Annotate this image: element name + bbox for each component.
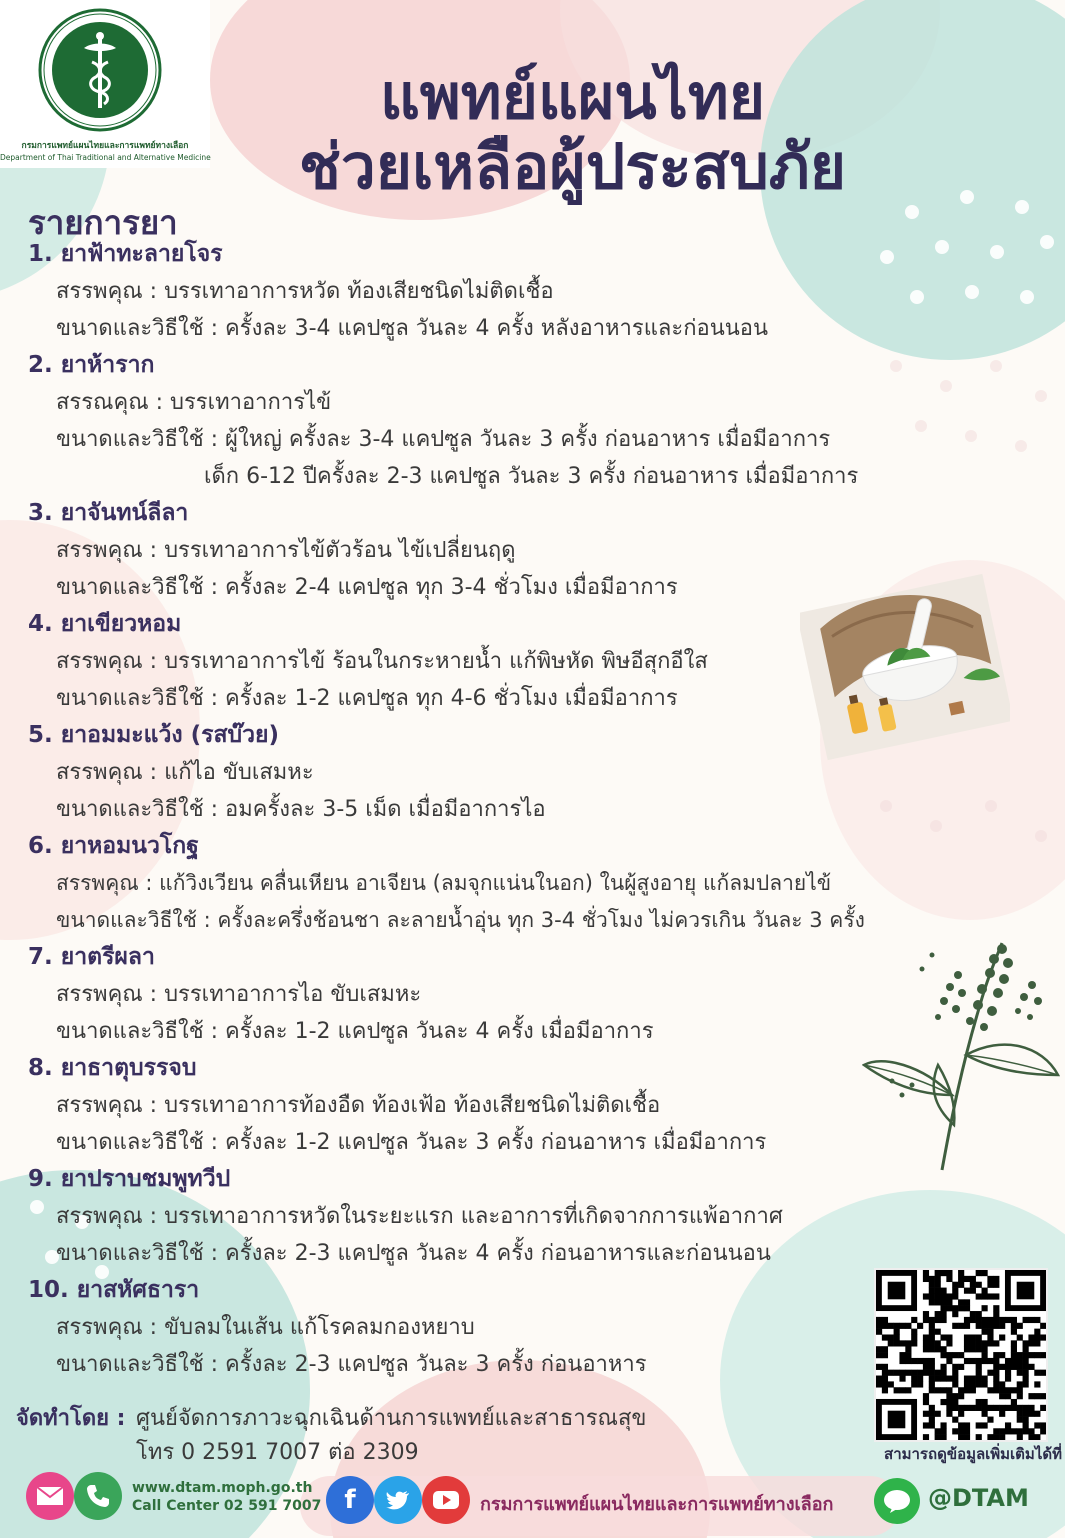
qr-code-pattern: [876, 1270, 1046, 1440]
drug-item: [28, 495, 988, 606]
drug-dosage: ขนาดและวิธีใช้ : ครั้งละ 2-3 แคปซูล วันละ 3 ครั้ง ก่อนอาหาร: [56, 1352, 647, 1377]
drug-dosage: ขนาดและวิธีใช้ : ครั้งละครึ่งช้อนชา ละลายน้ำอุ่น ทุก 3-4 ชั่วโมง ไม่ควรเกิน วันละ 3 ครั้ง: [56, 908, 865, 932]
bg-dot-pink: [990, 360, 1002, 372]
drug-dosage-child: เด็ก 6-12 ปีครั้งละ 2-3 แคปซูล วันละ 3 ครั้ง ก่อนอาหาร เมื่อมีอาการ: [204, 464, 859, 489]
drug-properties: สรรพคุณ : แก้วิงเวียน คลื่นเหียน อาเจียน (ลมจุกแน่นในอก) ในผู้สูงอายุ แก้ลมปลายไข้: [56, 871, 832, 895]
logo-org-name-en: Department of Thai Traditional and Alternative Medicine: [0, 153, 211, 162]
drug-item: [28, 1272, 988, 1383]
drug-name: 4. ยาเขียวหอม: [28, 611, 182, 637]
qr-code[interactable]: [874, 1268, 1048, 1442]
drug-properties: สรรพคุณ : บรรเทาอาการไข้ตัวร้อน ไข้เปลี่ยนฤดู: [56, 538, 516, 563]
bg-dot: [1040, 235, 1054, 249]
drug-properties: สรรพคุณ : บรรเทาอาการท้องอืด ท้องเฟ้อ ท้องเสียชนิดไม่ติดเชื้อ: [56, 1093, 661, 1118]
drug-dosage: ขนาดและวิธีใช้ : ครั้งละ 1-2 แคปซูล วันละ 3 ครั้ง ก่อนอาหาร เมื่อมีอาการ: [56, 1130, 767, 1155]
footer-line-id[interactable]: @DTAM: [928, 1484, 1029, 1512]
bg-dot-pink: [1035, 830, 1047, 842]
drug-name: 7. ยาตรีผลา: [28, 944, 155, 970]
phone-icon[interactable]: [74, 1472, 122, 1520]
drug-dosage: ขนาดและวิธีใช้ : ครั้งละ 2-4 แคปซูล ทุก 3-4 ชั่วโมง เมื่อมีอาการ: [56, 575, 678, 600]
qr-caption: สามารถดูข้อมูลเพิ่มเติมได้ที่: [884, 1445, 1062, 1463]
drug-properties: สรรพคุณ : บรรเทาอาการหวัดในระยะแรก และอาการที่เกิดจากการแพ้อากาศ: [56, 1204, 783, 1229]
drug-item: [28, 606, 988, 717]
drug-properties: สรรพคุณ : บรรเทาอาการหวัด ท้องเสียชนิดไม่ติดเชื้อ: [56, 279, 554, 304]
drug-dosage: ขนาดและวิธีใช้ : ครั้งละ 1-2 แคปซูล วันละ 4 ครั้ง เมื่อมีอาการ: [56, 1019, 654, 1044]
drug-name: 10. ยาสหัศธารา: [28, 1277, 200, 1303]
producer-phone: โทร 0 2591 7007 ต่อ 2309: [136, 1440, 419, 1465]
twitter-glyph: [385, 1489, 411, 1511]
page-title-line-2: ช่วยเหลือผู้ประสบภัย: [298, 130, 847, 203]
drug-name: 5. ยาอมมะแว้ง (รสบ๊วย): [28, 722, 280, 748]
drug-dosage: ขนาดและวิธีใช้ : ครั้งละ 2-3 แคปซูล วันละ 4 ครั้ง ก่อนอาหารและก่อนนอน: [56, 1241, 771, 1266]
youtube-icon[interactable]: [422, 1476, 470, 1524]
logo-org-name-th: กรมการแพทย์แผนไทยและการแพทย์ทางเลือก: [21, 141, 189, 151]
line-glyph: [882, 1489, 912, 1513]
phone-glyph: [85, 1483, 111, 1509]
drug-name: 1. ยาฟ้าทะลายโจร: [28, 241, 223, 267]
drug-dosage: ขนาดและวิธีใช้ : ครั้งละ 1-2 แคปซูล ทุก 4-6 ชั่วโมง เมื่อมีอาการ: [56, 686, 678, 711]
twitter-icon[interactable]: [374, 1476, 422, 1524]
bg-dot: [990, 245, 1004, 259]
line-icon[interactable]: [874, 1478, 920, 1524]
drug-item: [28, 236, 988, 347]
drug-properties: สรรพคุณ : บรรเทาอาการไข้ ร้อนในกระหายน้ำ แก้พิษหัด พิษอีสุกอีใส: [56, 649, 708, 674]
drug-list: [28, 236, 988, 1383]
drug-item: [28, 1050, 988, 1161]
footer-call-center: Call Center 02 591 7007: [132, 1498, 322, 1514]
producer-label: จัดทำโดย :: [16, 1406, 126, 1431]
facebook-icon[interactable]: f: [326, 1476, 374, 1524]
bg-dot: [1020, 290, 1034, 304]
mail-glyph: [36, 1486, 64, 1506]
producer-name: ศูนย์จัดการภาวะฉุกเฉินด้านการแพทย์และสาธารณสุข: [136, 1406, 647, 1431]
drug-item: [28, 939, 988, 1050]
drug-item: [28, 347, 988, 495]
bg-dot-pink: [1035, 390, 1047, 402]
drug-properties: สรรพคุณ : บรรเทาอาการไอ ขับเสมหะ: [56, 982, 422, 1007]
drug-name: 9. ยาปราบชมพูทวีป: [28, 1166, 231, 1192]
drug-name: 2. ยาห้าราก: [28, 352, 155, 378]
drug-item: [28, 1161, 988, 1272]
mail-icon[interactable]: [26, 1472, 74, 1520]
footer-website-link[interactable]: www.dtam.moph.go.th: [132, 1480, 313, 1496]
bg-dot-pink: [1015, 440, 1027, 452]
drug-properties: สรรพคุณ : แก้ไอ ขับเสมหะ: [56, 760, 314, 785]
youtube-glyph: [432, 1490, 460, 1510]
drug-properties: สรรณคุณ : บรรเทาอาการไข้: [56, 390, 332, 415]
footer-dept-name: กรมการแพทย์แผนไทยและการแพทย์ทางเลือก: [480, 1494, 834, 1515]
drug-name: 6. ยาหอมนวโกฐ: [28, 833, 199, 859]
drug-item: [28, 828, 988, 939]
drug-name: 8. ยาธาตุบรรจบ: [28, 1055, 197, 1081]
drug-dosage: ขนาดและวิธีใช้ : ผู้ใหญ่ ครั้งละ 3-4 แคปซูล วันละ 3 ครั้ง ก่อนอาหาร เมื่อมีอาการ: [56, 427, 831, 452]
section-heading: รายการยา: [28, 203, 178, 242]
drug-dosage: ขนาดและวิธีใช้ : ครั้งละ 3-4 แคปซูล วันละ 4 ครั้ง หลังอาหารและก่อนนอน: [56, 316, 769, 341]
drug-properties: สรรพคุณ : ขับลมในเส้น แก้โรคลมกองหยาบ: [56, 1315, 475, 1340]
drug-item: [28, 717, 988, 828]
drug-dosage: ขนาดและวิธีใช้ : อมครั้งละ 3-5 เม็ด เมื่อมีอาการไอ: [56, 797, 546, 822]
page-title-line-1: แพทย์แผนไทย: [379, 60, 766, 133]
drug-name: 3. ยาจันทน์ลีลา: [28, 500, 189, 526]
